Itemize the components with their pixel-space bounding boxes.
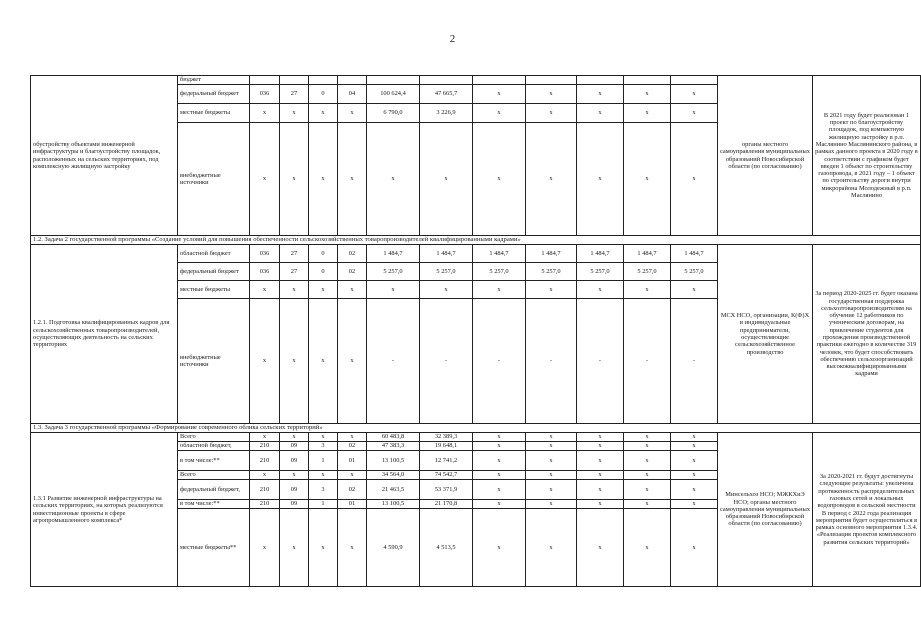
value-cell: x (577, 85, 624, 104)
value-cell (473, 76, 526, 85)
value-cell: x (280, 281, 309, 299)
section-title: 1.2. Задача 2 государственной программы «Создание условий для повышения обеспеченности сельскохозяйственных товаропроизводителей квалифицированными кадрами» (31, 236, 921, 245)
value-cell: 02 (338, 442, 367, 451)
value-cell: x (420, 281, 473, 299)
value-cell: 02 (338, 263, 367, 281)
value-cell: x (338, 299, 367, 424)
value-cell: 53 371,9 (420, 480, 473, 500)
value-cell: 09 (280, 451, 309, 471)
value-cell: x (338, 433, 367, 442)
value-cell: 036 (250, 245, 280, 263)
value-cell: 12 741,2 (420, 451, 473, 471)
value-cell: 3 (309, 480, 338, 500)
value-cell: x (624, 433, 671, 442)
value-cell: x (473, 500, 526, 509)
value-cell: x (473, 281, 526, 299)
block1-rows (31, 76, 921, 236)
value-cell: 5 257,0 (624, 263, 671, 281)
value-cell: 0 (309, 263, 338, 281)
funding-source: в том числе:** (178, 500, 250, 509)
value-cell: x (526, 451, 577, 471)
value-cell: x (526, 85, 577, 104)
value-cell: 01 (338, 500, 367, 509)
value-cell: x (577, 500, 624, 509)
funding-source: местные бюджеты** (178, 509, 250, 587)
value-cell: 5 257,0 (671, 263, 718, 281)
value-cell: x (624, 451, 671, 471)
value-cell: - (420, 299, 473, 424)
value-cell: x (250, 281, 280, 299)
value-cell: 02 (338, 480, 367, 500)
value-cell: 4 513,5 (420, 509, 473, 587)
value-cell: 1 484,7 (526, 245, 577, 263)
value-cell: x (280, 433, 309, 442)
value-cell: x (420, 123, 473, 236)
value-cell: - (526, 299, 577, 424)
value-cell: x (280, 104, 309, 123)
value-cell: x (671, 509, 718, 587)
value-cell: 100 624,4 (367, 85, 420, 104)
value-cell: x (280, 471, 309, 480)
value-cell: 21 170,8 (420, 500, 473, 509)
value-cell: 1 484,7 (367, 245, 420, 263)
value-cell: 210 (250, 451, 280, 471)
value-cell: x (309, 471, 338, 480)
value-cell: x (250, 299, 280, 424)
value-cell: 04 (338, 85, 367, 104)
value-cell: x (624, 85, 671, 104)
funding-source: федеральный бюджет, (178, 480, 250, 500)
value-cell: x (250, 433, 280, 442)
value-cell: x (624, 500, 671, 509)
value-cell: - (577, 299, 624, 424)
measure-name: 1.3.1 Развитие инженерной инфраструктуры на сельских территориях, на которых реализуются инвестиционные проекты в сфере агропромышленного комплекса* (31, 433, 178, 587)
value-cell: x (473, 85, 526, 104)
value-cell: x (473, 451, 526, 471)
value-cell: 0 (309, 85, 338, 104)
value-cell: x (577, 480, 624, 500)
value-cell: 5 257,0 (577, 263, 624, 281)
result-cell: В 2021 году будет реализован 1 проект по благоустройству площадок, под компактную жилищную застройку в р.п. Маслянино Маслянинского района, в рамках данного проекта в 2020 году в соответствии с графиком будет введен 1 объект по строительству газопровода, в 2021 году – 1 объект по строительству дороги внутри микрорайона Молодежный в р.п. Маслянино (813, 76, 921, 236)
funding-source: Всего (178, 471, 250, 480)
value-cell: x (526, 480, 577, 500)
section-title: 1.3. Задача 3 государственной программы «Формирование современного облика сельских территорий» (31, 424, 921, 433)
executor-cell: органы местного самоуправления муниципальных образований Новосибирской области (по согласованию) (718, 76, 813, 236)
value-cell: 3 (309, 442, 338, 451)
value-cell: x (577, 471, 624, 480)
value-cell: 01 (338, 451, 367, 471)
value-cell: 1 (309, 451, 338, 471)
value-cell: 0 (309, 245, 338, 263)
funding-source: федеральный бюджет (178, 85, 250, 104)
measure-name: 1.2.1. Подготовка квалифицированных кадров для сельскохозяйственных товаропроизводителей, осуществляющих деятельность на сельских территориях (31, 245, 178, 424)
program-table (30, 75, 921, 587)
value-cell: x (526, 509, 577, 587)
value-cell: x (250, 471, 280, 480)
value-cell: 74 542,7 (420, 471, 473, 480)
result-cell: За период 2020-2025 гг. будет оказана государственная поддержка сельхозтоваропроизводителям на обучение 12 работников по ученическим договорам, на привлечение студентов для прохождения производственной практики ежегодно в количестве 319 человек, что будет способствовать обеспечению сельхозорганизаций высококвалифицированными кадрами (813, 245, 921, 424)
value-cell (338, 76, 367, 85)
value-cell: x (280, 299, 309, 424)
value-cell: 5 257,0 (420, 263, 473, 281)
funding-source: внебюджетные источники (178, 123, 250, 236)
funding-source: Всего (178, 433, 250, 442)
funding-source: областной бюджет (178, 245, 250, 263)
value-cell: x (671, 500, 718, 509)
value-cell: x (473, 123, 526, 236)
block2-rows (31, 245, 921, 424)
value-cell: - (367, 299, 420, 424)
funding-source: внебюджетные источники (178, 299, 250, 424)
value-cell: 5 257,0 (473, 263, 526, 281)
value-cell: x (309, 299, 338, 424)
funding-source: федеральный бюджет (178, 263, 250, 281)
value-cell: x (526, 104, 577, 123)
value-cell: x (671, 85, 718, 104)
value-cell: 5 257,0 (526, 263, 577, 281)
value-cell: x (671, 104, 718, 123)
funding-source: в том числе:** (178, 451, 250, 471)
value-cell: 4 590,9 (367, 509, 420, 587)
value-cell (420, 76, 473, 85)
value-cell: x (250, 123, 280, 236)
value-cell (624, 76, 671, 85)
value-cell: 5 257,0 (367, 263, 420, 281)
value-cell: 13 100,5 (367, 451, 420, 471)
value-cell: x (577, 104, 624, 123)
value-cell: x (338, 281, 367, 299)
funding-source: областной бюджет, (178, 442, 250, 451)
value-cell: x (473, 471, 526, 480)
value-cell: 32 389,3 (420, 433, 473, 442)
table-row (31, 245, 921, 263)
table-row (31, 76, 921, 85)
value-cell: x (473, 509, 526, 587)
value-cell: 13 100,5 (367, 500, 420, 509)
value-cell: 60 483,8 (367, 433, 420, 442)
value-cell: x (624, 281, 671, 299)
executor-cell: Минсельхоз НСО; МЖКХиЭ НСО; органы местного самоуправления муниципальных образований Новосибирской области (по согласованию) (718, 433, 813, 587)
value-cell: x (309, 433, 338, 442)
value-cell (367, 76, 420, 85)
funding-source: бюджет (178, 76, 250, 85)
value-cell: x (367, 281, 420, 299)
value-cell: x (671, 451, 718, 471)
value-cell: 1 (309, 500, 338, 509)
value-cell: x (577, 123, 624, 236)
value-cell: x (577, 451, 624, 471)
value-cell: x (309, 281, 338, 299)
value-cell: 09 (280, 500, 309, 509)
value-cell: x (367, 123, 420, 236)
value-cell (250, 76, 280, 85)
value-cell: 1 484,7 (624, 245, 671, 263)
value-cell: x (280, 509, 309, 587)
value-cell: x (338, 123, 367, 236)
measure-name: обустройству объектами инженерной инфраструктуры и благоустройству площадок, расположенных на сельских территориях, под комплексную жилищную застройку (31, 76, 178, 236)
value-cell: 09 (280, 442, 309, 451)
value-cell: x (250, 104, 280, 123)
value-cell: x (309, 123, 338, 236)
value-cell: 036 (250, 263, 280, 281)
value-cell: 09 (280, 480, 309, 500)
value-cell: x (624, 480, 671, 500)
value-cell: - (671, 299, 718, 424)
value-cell: 1 484,7 (577, 245, 624, 263)
value-cell (526, 76, 577, 85)
value-cell: x (526, 471, 577, 480)
value-cell: x (671, 471, 718, 480)
value-cell: 47 665,7 (420, 85, 473, 104)
value-cell: - (624, 299, 671, 424)
value-cell: x (473, 442, 526, 451)
funding-source: местные бюджеты (178, 281, 250, 299)
value-cell: x (671, 281, 718, 299)
value-cell (280, 76, 309, 85)
value-cell (577, 76, 624, 85)
value-cell: x (338, 471, 367, 480)
executor-cell: МСХ НСО, организации, К(Ф)Х и индивидуальные предприниматели, осуществляющие сельскохозяйственное производство (718, 245, 813, 424)
value-cell (309, 76, 338, 85)
value-cell: 210 (250, 442, 280, 451)
value-cell: 6 790,0 (367, 104, 420, 123)
value-cell: x (473, 104, 526, 123)
value-cell: x (309, 509, 338, 587)
value-cell: x (526, 500, 577, 509)
page-number: 2 (449, 33, 456, 45)
value-cell: x (338, 104, 367, 123)
value-cell: x (624, 509, 671, 587)
value-cell: x (624, 123, 671, 236)
value-cell: x (577, 433, 624, 442)
result-cell: За 2020-2021 гг. будут достигнуты следующие результаты: увеличена протяженность распределительных газовых сетей и локальных водопроводов в сельской местности В период с 2022 года реализация мероприятия будет осуществляться в рамках основного мероприятия 1.3.4. «Реализация проектов комплексного развития сельских территорий» (813, 433, 921, 587)
value-cell: x (526, 123, 577, 236)
value-cell: x (577, 442, 624, 451)
value-cell: x (577, 509, 624, 587)
value-cell: x (671, 433, 718, 442)
value-cell: x (577, 281, 624, 299)
value-cell: 27 (280, 263, 309, 281)
value-cell: x (671, 123, 718, 236)
value-cell: x (671, 442, 718, 451)
value-cell: 34 564,0 (367, 471, 420, 480)
value-cell: 036 (250, 85, 280, 104)
table-row (31, 433, 921, 442)
value-cell: x (473, 480, 526, 500)
value-cell: x (624, 442, 671, 451)
value-cell: x (338, 509, 367, 587)
value-cell: 19 648,1 (420, 442, 473, 451)
value-cell: - (473, 299, 526, 424)
funding-source: местные бюджеты (178, 104, 250, 123)
value-cell: 210 (250, 500, 280, 509)
value-cell: x (624, 471, 671, 480)
value-cell: 3 226,9 (420, 104, 473, 123)
value-cell (671, 76, 718, 85)
value-cell: x (250, 509, 280, 587)
value-cell: x (624, 104, 671, 123)
value-cell: 47 383,3 (367, 442, 420, 451)
value-cell: 02 (338, 245, 367, 263)
value-cell: x (473, 433, 526, 442)
value-cell: 1 484,7 (473, 245, 526, 263)
value-cell: 210 (250, 480, 280, 500)
value-cell: 27 (280, 85, 309, 104)
value-cell: x (671, 480, 718, 500)
value-cell: 1 484,7 (671, 245, 718, 263)
value-cell: x (526, 442, 577, 451)
value-cell: 21 463,5 (367, 480, 420, 500)
value-cell: 27 (280, 245, 309, 263)
value-cell: x (526, 281, 577, 299)
value-cell: x (309, 104, 338, 123)
block3-rows (31, 433, 921, 587)
value-cell: x (526, 433, 577, 442)
value-cell: 1 484,7 (420, 245, 473, 263)
value-cell: x (280, 123, 309, 236)
